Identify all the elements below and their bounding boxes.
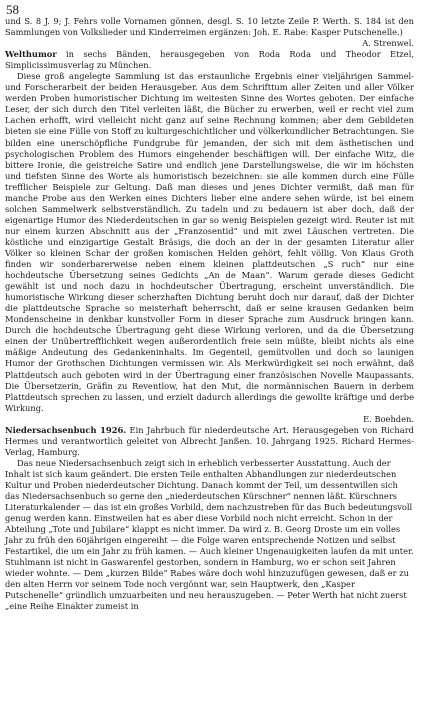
paragraph-welthumor-review	[5, 71, 414, 425]
review-heading-niedersachsenbuch	[5, 425, 414, 458]
author-signature: A. Strenwel.	[362, 38, 414, 49]
paragraph-niedersachsenbuch-review	[5, 458, 414, 613]
article-body	[5, 16, 414, 613]
review-bibliography: Ein Jahrbuch für niederdeutsche Art. Herausgegeben von Richard Hermes und verantwortlich geleitet von Albrecht Janßen. 10. Jahrgang 1925. Richard Hermes-Verlag, Hamburg.	[5, 424, 414, 457]
author-signature: E. Boehden.	[363, 413, 414, 424]
review-title: Niedersachsenbuch 1926.	[5, 424, 127, 435]
paragraph-text: Das neue Niedersachsenbuch zeigt sich in erheblich verbesserter Ausstattung. Auch der Inhalt ist sich kaum geändert. Die ersten Teile enthalten Abhandlungen zur niederdeutschen Kultur und Proben niederdeutscher Dichtung. Danach kommt der Teil, um dessentwillen sich das Niedersachsenbuch so gerne den „niederdeutschen Kürschner“ nennen läßt. Kürschners Literaturkalender — das ist ein großes Vorbild, dem nachzustreben für das Buch bedeutungsvoll genug werden kann. Einstweilen hat es aber diese Vorbild noch nicht erreicht. Schon in der Abteilung „Tote und Jubilare“ klappt es nicht immer. Da wird z. B. Georg Droste um ein volles Jahr zu früh den 60jährigen eingereiht — die Folge waren entsprechende Notizen und selbst Festartikel, die um ein Jahr zu früh kamen. — Auch kleiner Ungenauigkeiten laufen da mit unter. Stuhlmann ist nicht in Gaswarenfel gestorben, sondern in Hamburg, wo er schon seit Jahren wieder wohnte. — Dem „kurzen Bilde“ Rabes wäre doch wohl hinzuzufügen gewesen, daß er zu den alten Herrn vor seinem Tode noch vergönnt war, sein Hauptwerk, den „Kasper Putschenelle“ gründlich umzuarbeiten und neu herauszugeben. — Peter Werth hat nicht zuerst „eine Reihe Einakter zumeist in	[5, 457, 414, 612]
paragraph-correction-note	[5, 16, 414, 49]
review-bibliography: in sechs Bänden, herausgegeben von Roda Roda und Theodor Etzel, Simplicissimusverlag zu München.	[5, 49, 414, 71]
paragraph-text: und S. 8 J. 9; J. Fehrs volle Vornamen gönnen, desgl. S. 10 letzte Zeile P. Werth. S. 184 ist den Sammlungen von Volkslieder und Kinderreimen ergänzen: Joh. E. Rabe: Kasper Putschenelle.)	[5, 16, 414, 38]
page-number: 58	[6, 2, 19, 17]
paragraph-text: Diese groß angelegte Sammlung ist das erstaunliche Ergebnis einer vieljährigen Sammel- und Forscherarbeit der beiden Herausgeber. Aus dem Schrifttum aller Zeiten und aller Völker werden Proben humoristischer Dichtung im weitesten Sinne des Wortes geboten. Der einfache Leser, der sich durch den Titel verleiten läßt, die Bücher zu erwerben, weil er recht viel zum Lachen erhofft, wird vielleicht nicht ganz auf seine Rechnung kommen; aber dem Gebildeten bieten sie eine Fülle von Stoff zu kulturgeschichtlicher und völkerkundlicher Betrachtungen. Sie bilden eine unerschöpfliche Fundgrube für jemanden, der sich mit dem ästhetischen und psychologischen Problem des Humors eingehender beschäftigen will. Der einfache Witz, die bittere Ironie, die geistreiche Satire und endlich jene Darstellungsweise, die wir im höchsten und tiefsten Sinne des Worte als humoristisch bezeichnen: sie alle kommen durch eine Fülle trefflicher Beispiele zur Geltung. Daß man dieses und jenes Dichter vermißt, daß man für manche Probe aus den Werken eines Dichters lieber eine andere sehen würde, ist bei einem solchen Sammelwerk selbstverständlich. Zu tadeln und zu bedauern ist aber doch, daß der eigenartige Humor des Niederdeutschen in gar so wenig Beispielen gezeigt wird. Reuter ist mit nur einem kurzen Abschnitt aus der „Franzosentid“ und mit zwei Läuschen vertreten. Die köstliche und einzigartige Gestalt Bräsigs, die doch an der in der gesamten Literatur aller Völker so kleinen Schar der großen komischen Helden gehört, fehlt völlig. Von Klaus Groth finden wir sonderbarerweise neben einem kleinen plattdeutschen „S ruch“ nur eine hochdeutsche Übersetzung seines Gedichts „An de Maan“. Warum gerade dieses Gedicht gewählt ist und noch dazu in hochdeutscher Übertragung, erscheint unverständlich. Die humoristische Wirkung dieser scherzhaften Dichtung beruht doch nur darauf, daß der Dichter die plattdeutsche Sprache so meisterhaft beherrscht, daß er seine krausen Gedanken beim Mondenscheine in denkbar kunstvoller Form in dieser Sprache zum Ausdruck bringen kann. Durch die hochdeutsche Übertragung geht diese Wirkung verloren, und da die Übersetzung einen der Unübertrefflichkeit wegen außerordentlich freie sein müßte, bleibt nichts als eine mäßige Andeutung des Gedankeninhalts. Im Gegenteil, gemütvollen und doch so launigen Humor der Grothschen Dichtungen vermissen wir. Als Merkwürdigkeit sei noch erwähnt, daß Plattdeutsch auch geboten wird in der Übertragung einer französischen Novelle Maupassants. Die Übersetzerin, Gräfin zu Reventlow, hat den Mut, die normännischen Bauern in derbem Plattdeutsch sprechen zu lassen, und erzielt dadurch allerdings die gewollte kräftige und derbe Wirkung.	[5, 71, 414, 413]
review-title: Welthumor	[5, 49, 57, 60]
review-heading-welthumor	[5, 49, 414, 71]
